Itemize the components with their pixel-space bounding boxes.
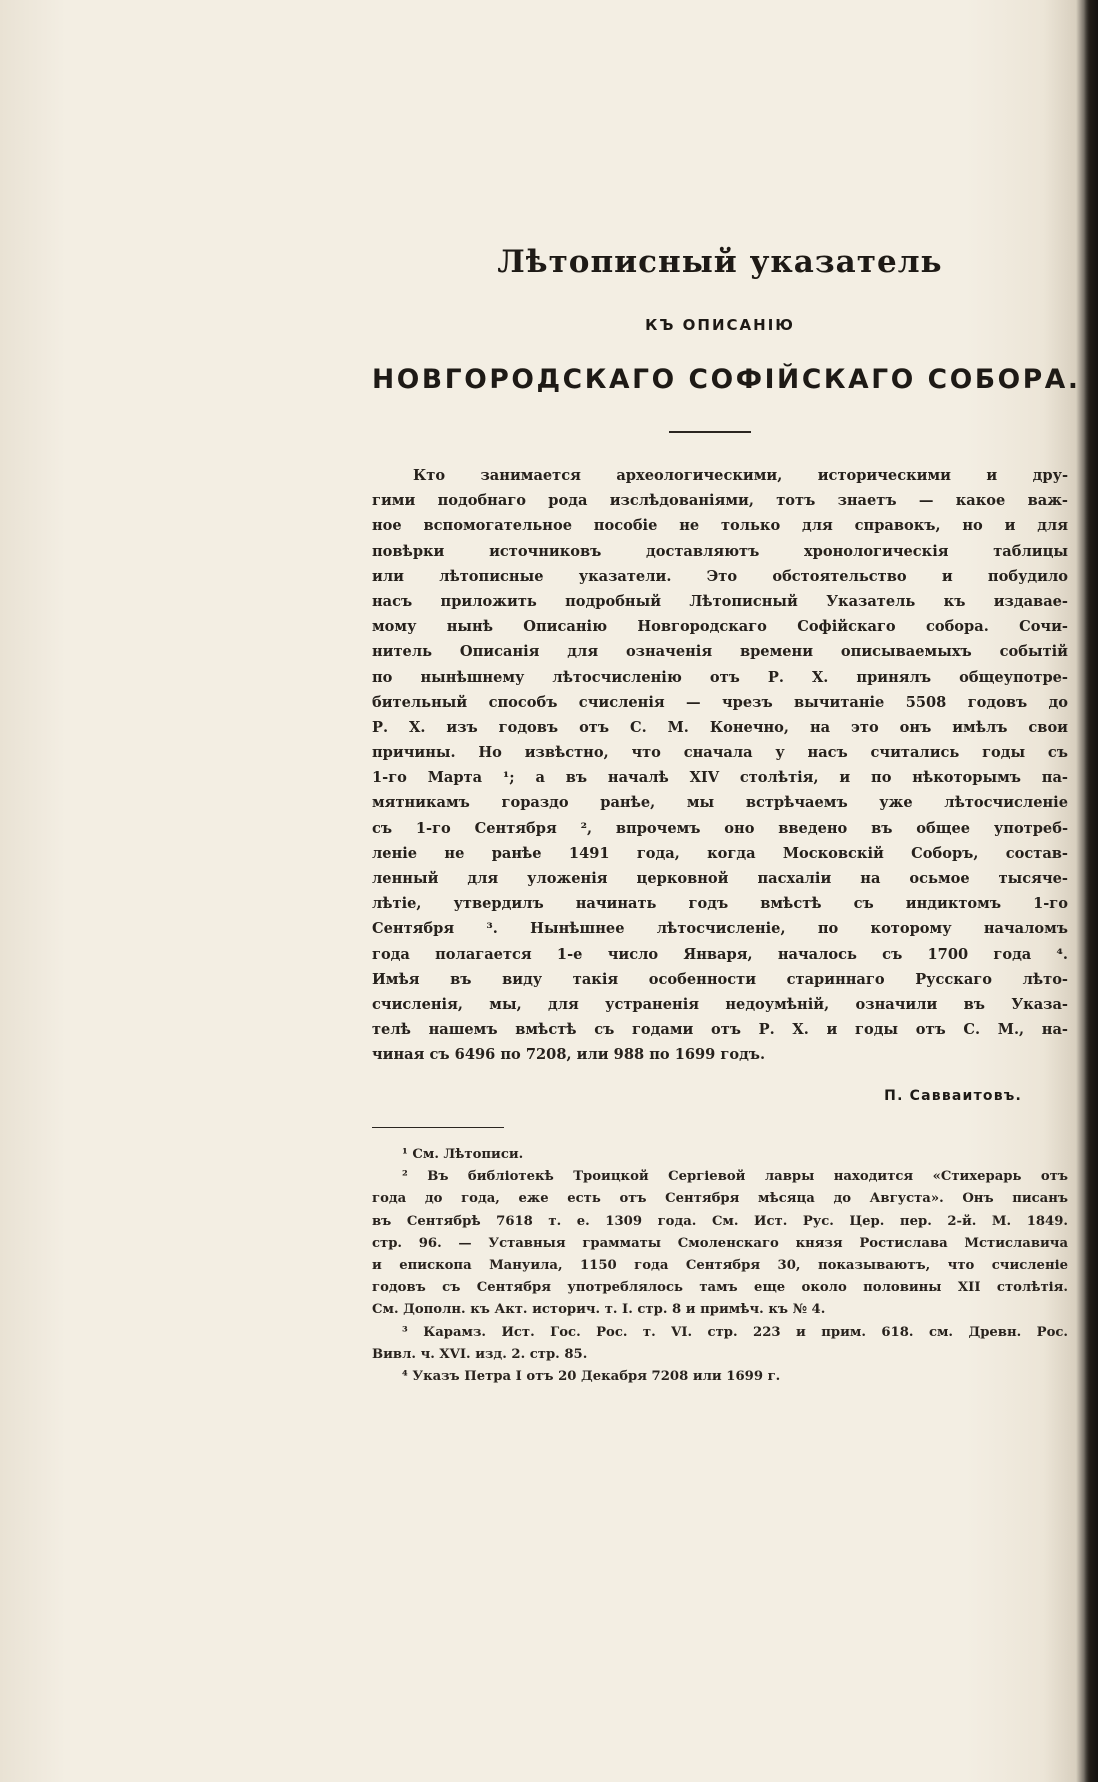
body-line: нитель Описанія для означенія времени описываемыхъ событій (372, 643, 1068, 661)
body-line: Кто занимается археологическими, историческими и дру- (413, 467, 1068, 484)
body-line: леніе не ранѣе 1491 года, когда Московскій Соборъ, состав- (372, 844, 1068, 862)
footnote-line: стр. 96. — Уставныя грамматы Смоленскаго князя Ростислава Мстиславича (372, 1235, 1068, 1251)
body-line: Р. Х. изъ годовъ отъ С. М. Конечно, на это онъ имѣлъ свои (372, 718, 1068, 736)
body-line: года полагается 1-е число Января, началось съ 1700 года ⁴. (372, 945, 1068, 963)
author-signature: П. Савваитовъ. (884, 1088, 1022, 1104)
footnotes (372, 1144, 1068, 1388)
body-line: насъ приложить подробный Лѣтописный Указатель къ издавае- (372, 592, 1068, 610)
footnote-line: годовъ съ Сентября употреблялось тамъ еще около половины XII столѣтія. (372, 1280, 1068, 1296)
body-line: мятникамъ гораздо ранѣе, мы встрѣчаемъ уже лѣтосчисленіе (372, 794, 1068, 812)
page-heading: НОВГОРОДСКАГО СОФІЙСКАГО СОБОРА. (372, 364, 1081, 395)
footnote-line: Вивл. ч. XVI. изд. 2. стр. 85. (372, 1346, 588, 1362)
footnote-line: ³ Карамз. Ист. Гос. Рос. т. VI. стр. 223 и прим. 618. см. Древн. Рос. (402, 1324, 1068, 1340)
body-line: чиная съ 6496 по 7208, или 988 по 1699 годъ. (372, 1046, 766, 1064)
page-subtitle: КЪ ОПИСАНІЮ (645, 316, 795, 334)
body-line: счисленія, мы, для устраненія недоумѣній, означили въ Указа- (372, 995, 1068, 1013)
body-line: лѣтіе, утвердилъ начинать годъ вмѣстѣ съ индиктомъ 1-го (372, 895, 1068, 913)
body-line: причины. Но извѣстно, что сначала у насъ считались годы съ (372, 744, 1068, 762)
body-line: Сентября ³. Нынѣшнее лѣтосчисленіе, по которому началомъ (372, 920, 1068, 938)
footnote-divider (372, 1127, 504, 1128)
body-line: 1-го Марта ¹; а въ началѣ XIV столѣтія, и по нѣкоторымъ па- (372, 769, 1068, 787)
footnote-line: и епископа Мануила, 1150 года Сентября 30, показываютъ, что счисленіе (372, 1257, 1068, 1273)
body-line: гими подобнаго рода изслѣдованіями, тотъ знаетъ — какое важ- (372, 492, 1068, 510)
body-line: ленный для уложенія церковной пасхаліи на осьмое тысяче- (372, 870, 1068, 887)
body-line: по нынѣшнему лѣтосчисленію отъ Р. Х. принялъ общеупотре- (372, 668, 1068, 686)
footnote-line: ² Въ библіотекѣ Троицкой Сергіевой лавры находится «Стихерарь отъ (402, 1169, 1068, 1185)
body-line: бительный способъ счисленія — чрезъ вычитаніе 5508 годовъ до (372, 693, 1068, 711)
body-line: съ 1-го Сентября ², впрочемъ оно введено въ общее употреб- (372, 819, 1068, 837)
book-gutter-shadow (1084, 0, 1098, 1782)
body-line: телѣ нашемъ вмѣстѣ съ годами отъ Р. Х. и годы отъ С. М., на- (372, 1021, 1068, 1039)
body-line: или лѣтописные указатели. Это обстоятельство и побудило (372, 567, 1068, 585)
title-divider (669, 431, 751, 433)
body-paragraph (372, 463, 1068, 1068)
page-title: Лѣтописный указатель (497, 244, 943, 280)
body-line: мому нынѣ Описанію Новгородскаго Софійскаго собора. Сочи- (372, 618, 1068, 636)
body-line: Имѣя въ виду такія особенности стариннаго Русскаго лѣто- (372, 970, 1068, 988)
footnote-line: въ Сентябрѣ 7618 т. е. 1309 года. См. Ист. Рус. Цер. пер. 2-й. М. 1849. (372, 1213, 1068, 1229)
footnote-line: См. Дополн. къ Акт. историч. т. I. стр. 8 и примѣч. къ № 4. (372, 1302, 826, 1318)
body-line: повѣрки источниковъ доставляютъ хронологическія таблицы (372, 542, 1068, 560)
footnote-line: ¹ См. Лѣтописи. (402, 1147, 524, 1162)
body-line: ное вспомогательное пособіе не только для справокъ, но и для (372, 517, 1068, 535)
footnote-line: ⁴ Указъ Петра I отъ 20 Декабря 7208 или 1699 г. (402, 1368, 781, 1384)
footnote-line: года до года, еже есть отъ Сентября мѣсяца до Августа». Онъ писанъ (372, 1191, 1068, 1207)
